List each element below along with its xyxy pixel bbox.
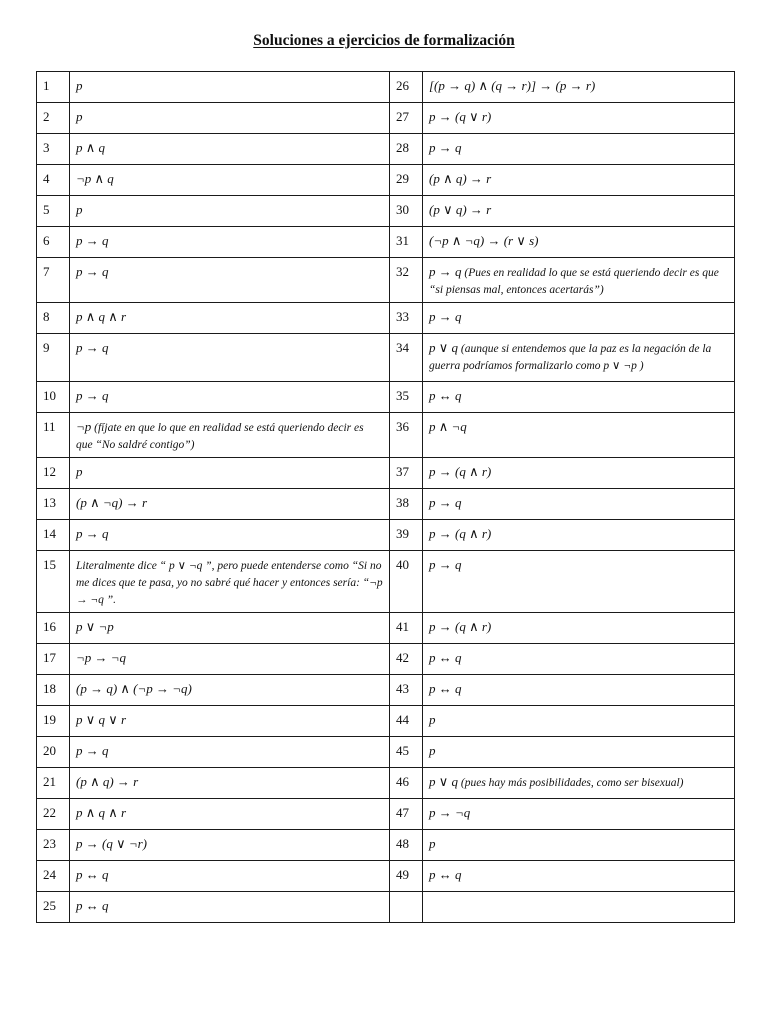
solution-cell <box>70 458 390 489</box>
exercise-number: 11 <box>37 413 70 458</box>
solution-cell <box>423 196 735 227</box>
solution-cell <box>70 196 390 227</box>
exercise-number: 18 <box>37 675 70 706</box>
solution-cell <box>423 334 735 382</box>
exercise-number: 19 <box>37 706 70 737</box>
formula: p <box>429 743 436 758</box>
formula: p ↔ q <box>76 867 109 882</box>
exercise-number: 21 <box>37 768 70 799</box>
formula: p <box>429 712 436 727</box>
formula: (p ∧ q) → r <box>429 171 492 186</box>
formula: p ∧ q ∧ r <box>76 805 127 820</box>
formula: p ∧ q ∧ r <box>76 309 127 324</box>
table-row <box>37 489 735 520</box>
exercise-number: 6 <box>37 227 70 258</box>
solution-cell <box>423 551 735 613</box>
solution-cell <box>423 165 735 196</box>
formula: p → (q ∧ r) <box>429 526 492 541</box>
formula: p → (q ∨ ¬r) <box>76 836 148 851</box>
solution-cell <box>70 103 390 134</box>
exercise-number: 7 <box>37 258 70 303</box>
exercise-number: 42 <box>390 644 423 675</box>
exercise-number: 15 <box>37 551 70 613</box>
solution-cell <box>70 830 390 861</box>
table-row <box>37 861 735 892</box>
formula-note: (aunque si entendemos que la paz es la negación de la guerra podríamos formalizarlo como p ∨ ¬p ) <box>429 343 712 372</box>
formula: p ↔ q <box>429 650 462 665</box>
exercise-number: 39 <box>390 520 423 551</box>
formula: p → q <box>76 526 109 541</box>
formula: p ∨ q ∨ r <box>76 712 127 727</box>
solution-cell <box>423 675 735 706</box>
exercise-number: 20 <box>37 737 70 768</box>
formula: ¬p <box>76 419 92 434</box>
solution-cell <box>70 382 390 413</box>
solution-cell <box>423 830 735 861</box>
solution-cell <box>423 227 735 258</box>
exercise-number: 9 <box>37 334 70 382</box>
exercise-number: 12 <box>37 458 70 489</box>
solution-cell <box>423 892 735 923</box>
solution-cell <box>70 799 390 830</box>
exercise-number: 2 <box>37 103 70 134</box>
formula: p ↔ q <box>429 867 462 882</box>
table-row <box>37 103 735 134</box>
solution-cell <box>70 551 390 613</box>
formula: p → q <box>76 264 109 279</box>
exercise-number: 47 <box>390 799 423 830</box>
solution-cell <box>423 706 735 737</box>
solution-cell <box>70 613 390 644</box>
formula: p → q <box>429 495 462 510</box>
formula: p → q <box>76 388 109 403</box>
formula-note: (fíjate en que lo que en realidad se está queriendo decir es que “No saldré contigo”) <box>76 422 364 451</box>
formula: (p → q) ∧ (¬p → ¬q) <box>76 681 192 696</box>
exercise-number: 32 <box>390 258 423 303</box>
table-row <box>37 303 735 334</box>
formula: p ↔ q <box>76 898 109 913</box>
exercise-number: 28 <box>390 134 423 165</box>
formula: p → q <box>429 140 462 155</box>
solutions-table-body <box>37 72 735 923</box>
table-row <box>37 413 735 458</box>
exercise-number: 41 <box>390 613 423 644</box>
formula: p ∨ ¬p <box>76 619 114 634</box>
formula: (¬p ∧ ¬q) → (r ∨ s) <box>429 233 539 248</box>
formula: p → (q ∧ r) <box>429 619 492 634</box>
page-title: Soluciones a ejercicios de formalización <box>253 32 515 49</box>
solution-cell <box>70 413 390 458</box>
formula: p ∧ q <box>76 140 106 155</box>
solution-cell <box>423 644 735 675</box>
exercise-number: 37 <box>390 458 423 489</box>
formula-note: (pues hay más posibilidades, como ser bisexual) <box>458 777 684 789</box>
formula: p → q <box>76 233 109 248</box>
exercise-number: 38 <box>390 489 423 520</box>
exercise-number: 3 <box>37 134 70 165</box>
solution-cell <box>423 258 735 303</box>
exercise-number: 48 <box>390 830 423 861</box>
formula: p ↔ q <box>429 681 462 696</box>
solution-cell <box>70 675 390 706</box>
formula: [(p → q) ∧ (q → r)] → (p → r) <box>429 78 596 93</box>
exercise-number: 5 <box>37 196 70 227</box>
exercise-number: 30 <box>390 196 423 227</box>
solution-cell <box>423 303 735 334</box>
table-row <box>37 737 735 768</box>
table-row <box>37 644 735 675</box>
table-row <box>37 768 735 799</box>
exercise-number: 27 <box>390 103 423 134</box>
solution-cell <box>70 861 390 892</box>
solution-cell <box>423 737 735 768</box>
table-row <box>37 382 735 413</box>
solution-cell <box>423 382 735 413</box>
exercise-number: 8 <box>37 303 70 334</box>
exercise-number: 16 <box>37 613 70 644</box>
exercise-number: 34 <box>390 334 423 382</box>
solution-cell <box>423 520 735 551</box>
formula: p <box>76 464 83 479</box>
exercise-number: 36 <box>390 413 423 458</box>
table-row <box>37 799 735 830</box>
exercise-number <box>390 892 423 923</box>
exercise-number: 49 <box>390 861 423 892</box>
table-row <box>37 706 735 737</box>
formula: p → q <box>429 309 462 324</box>
solution-cell <box>423 458 735 489</box>
solution-cell <box>70 489 390 520</box>
table-row <box>37 227 735 258</box>
table-row <box>37 551 735 613</box>
exercise-number: 4 <box>37 165 70 196</box>
solution-cell <box>70 706 390 737</box>
table-row <box>37 134 735 165</box>
table-row <box>37 520 735 551</box>
formula: p ∧ ¬q <box>429 419 467 434</box>
exercise-number: 25 <box>37 892 70 923</box>
table-row <box>37 613 735 644</box>
table-row <box>37 675 735 706</box>
solution-cell <box>423 134 735 165</box>
exercise-number: 43 <box>390 675 423 706</box>
solution-cell <box>423 768 735 799</box>
table-row <box>37 72 735 103</box>
formula: p <box>76 109 83 124</box>
formula: (p ∧ q) → r <box>76 774 139 789</box>
solution-cell <box>70 258 390 303</box>
exercise-number: 26 <box>390 72 423 103</box>
exercise-number: 24 <box>37 861 70 892</box>
solution-cell <box>70 768 390 799</box>
formula-note: Literalmente dice “ p ∨ ¬q ”, pero puede entenderse como “Si no me dices que te pasa, yo no sabré qué hacer y entonces sería: “¬p → ¬q ”. <box>76 560 383 606</box>
table-row <box>37 165 735 196</box>
solution-cell <box>423 613 735 644</box>
solution-cell <box>423 799 735 830</box>
solution-cell <box>70 72 390 103</box>
exercise-number: 13 <box>37 489 70 520</box>
solution-cell <box>70 165 390 196</box>
exercise-number: 1 <box>37 72 70 103</box>
formula: p → q <box>429 264 462 279</box>
formula: (p ∨ q) → r <box>429 202 492 217</box>
formula: p ↔ q <box>429 388 462 403</box>
exercise-number: 31 <box>390 227 423 258</box>
formula: p ∨ q <box>429 340 459 355</box>
formula: (p ∧ ¬q) → r <box>76 495 148 510</box>
solution-cell <box>70 134 390 165</box>
solution-cell <box>423 72 735 103</box>
table-row <box>37 196 735 227</box>
table-row <box>37 458 735 489</box>
exercise-number: 46 <box>390 768 423 799</box>
solution-cell <box>70 227 390 258</box>
exercise-number: 17 <box>37 644 70 675</box>
formula: p → (q ∨ r) <box>429 109 492 124</box>
formula: p → ¬q <box>429 805 471 820</box>
solution-cell <box>423 489 735 520</box>
formula: p <box>429 836 436 851</box>
solution-cell <box>70 737 390 768</box>
exercise-number: 23 <box>37 830 70 861</box>
formula: p ∨ q <box>429 774 459 789</box>
solution-cell <box>423 861 735 892</box>
exercise-number: 10 <box>37 382 70 413</box>
exercise-number: 29 <box>390 165 423 196</box>
formula-note: (Pues en realidad lo que se está queriendo decir es que “si piensas mal, entonces acertarás”) <box>429 267 719 296</box>
formula: p <box>76 78 83 93</box>
table-row <box>37 892 735 923</box>
formula: p <box>76 202 83 217</box>
solution-cell <box>70 892 390 923</box>
table-row <box>37 258 735 303</box>
solution-cell <box>70 303 390 334</box>
exercise-number: 45 <box>390 737 423 768</box>
solution-cell <box>423 103 735 134</box>
exercise-number: 14 <box>37 520 70 551</box>
exercise-number: 44 <box>390 706 423 737</box>
exercise-number: 40 <box>390 551 423 613</box>
formula: p → q <box>76 743 109 758</box>
exercise-number: 22 <box>37 799 70 830</box>
formula: ¬p → ¬q <box>76 650 127 665</box>
solution-cell <box>70 644 390 675</box>
table-row <box>37 334 735 382</box>
formula: p → q <box>429 557 462 572</box>
formula: p → (q ∧ r) <box>429 464 492 479</box>
solutions-table <box>36 71 735 923</box>
exercise-number: 35 <box>390 382 423 413</box>
formula: p → q <box>76 340 109 355</box>
solution-cell <box>70 520 390 551</box>
solution-cell <box>70 334 390 382</box>
solution-cell <box>423 413 735 458</box>
table-row <box>37 830 735 861</box>
exercise-number: 33 <box>390 303 423 334</box>
formula: ¬p ∧ q <box>76 171 114 186</box>
